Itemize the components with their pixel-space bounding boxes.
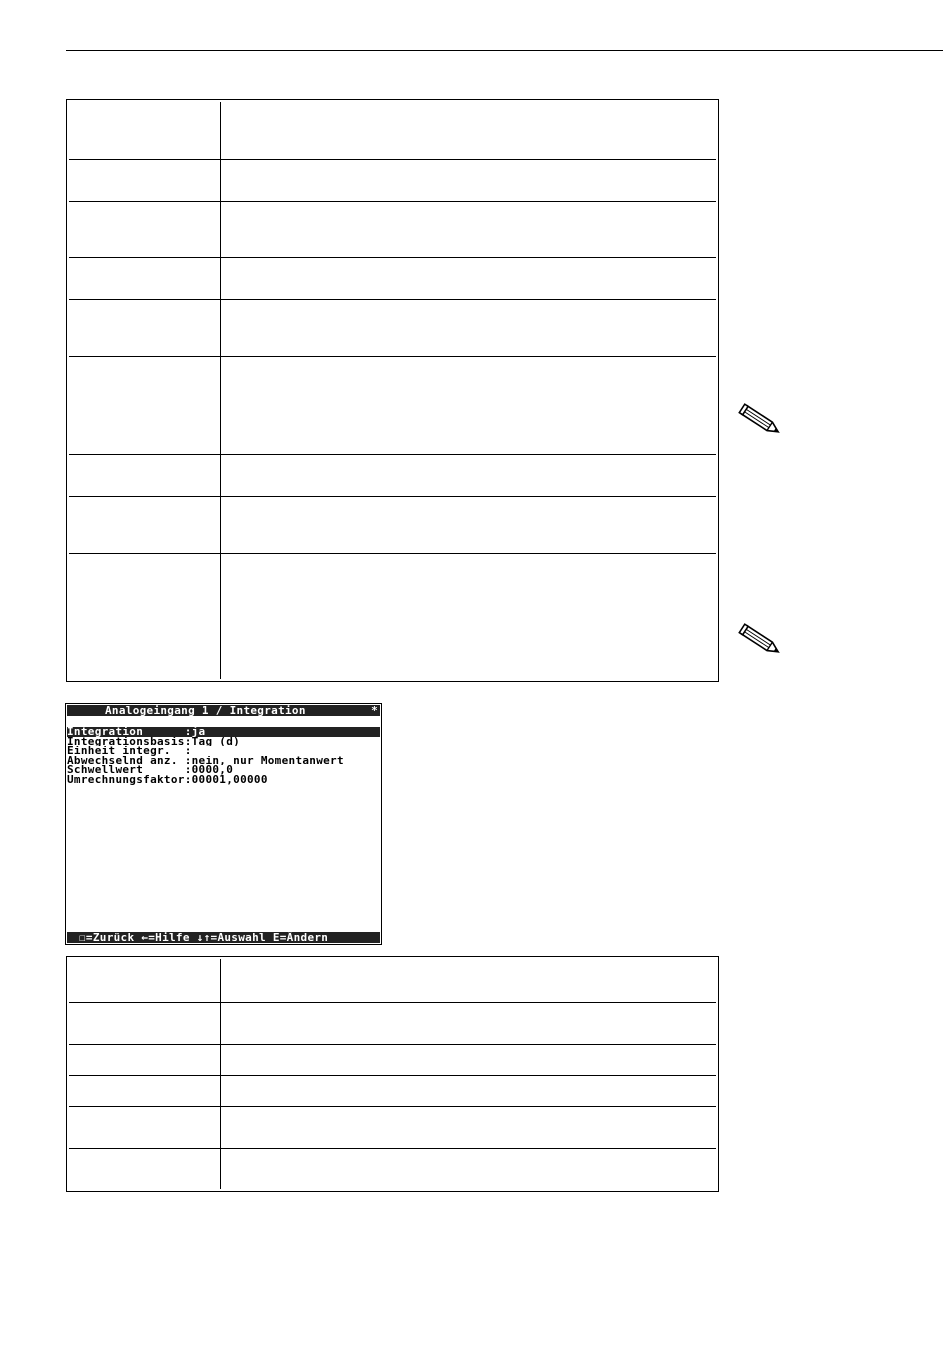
screen-title-bar — [67, 705, 380, 716]
screen-title-marker: * — [371, 705, 378, 716]
parameter-table-top — [66, 99, 719, 682]
screen-menu-list — [67, 727, 380, 785]
table-cell-description — [221, 299, 717, 356]
table-cell-label — [69, 1106, 221, 1148]
table-cell-description — [221, 454, 717, 496]
table-cell-description — [221, 1106, 717, 1148]
menu-row-value: :Tag (d) — [184, 736, 241, 747]
table-cell-label — [69, 1148, 221, 1189]
table-cell-label — [69, 553, 221, 679]
table-cell-description — [221, 1075, 717, 1106]
table-cell-label — [69, 257, 221, 299]
menu-row-label: Integrationsbasis — [67, 736, 185, 747]
menu-row-schwellwert[interactable] — [67, 765, 380, 775]
note-pencil-icon — [737, 403, 789, 441]
menu-row-einheit-integr[interactable] — [67, 746, 380, 756]
table-cell-description — [221, 1044, 717, 1075]
table-cell-description — [221, 102, 717, 159]
menu-row-umrechnungsfaktor[interactable] — [67, 775, 380, 785]
menu-row-label: Integration — [67, 727, 185, 737]
page-header-rule — [66, 50, 943, 51]
table-cell-description — [221, 959, 717, 1002]
menu-row-value: :0000,0 — [184, 765, 234, 775]
menu-row-label: Einheit integr. — [67, 746, 185, 756]
parameter-table-bottom — [66, 956, 719, 1192]
menu-row-value: : — [184, 746, 192, 756]
table-cell-label — [69, 356, 221, 454]
table-cell-label — [69, 299, 221, 356]
table-cell-description — [221, 201, 717, 257]
menu-row-label: Umrechnungsfaktor — [67, 774, 185, 785]
table-cell-label — [69, 1075, 221, 1106]
table-cell-label — [69, 454, 221, 496]
menu-row-value: :00001,00000 — [184, 774, 268, 785]
menu-row-integration[interactable] — [67, 727, 380, 737]
table-cell-description — [221, 553, 717, 679]
table-cell-description — [221, 1148, 717, 1189]
device-screen — [65, 703, 382, 945]
menu-row-value: :nein, nur Momentanwert — [184, 755, 344, 766]
screen-title: Analogeingang 1 / Integration — [105, 705, 306, 716]
menu-row-label: Abwechselnd anz. — [67, 755, 185, 766]
key-hint-text: ☐=Zurück ←=Hilfe ↓↑=Auswahl E=Ändern — [79, 932, 329, 943]
table-cell-label — [69, 959, 221, 1002]
table-cell-label — [69, 159, 221, 201]
table-cell-label — [69, 201, 221, 257]
note-pencil-icon — [737, 623, 789, 661]
menu-row-integrationsbasis[interactable] — [67, 737, 380, 747]
menu-row-abwechselnd-anz[interactable] — [67, 756, 380, 766]
menu-row-label: Schwellwert — [67, 765, 185, 775]
table-cell-description — [221, 496, 717, 553]
table-cell-description — [221, 257, 717, 299]
table-cell-description — [221, 1002, 717, 1044]
screen-key-hint-bar — [67, 932, 380, 943]
table-cell-label — [69, 1002, 221, 1044]
menu-row-value: :ja — [184, 727, 206, 737]
table-cell-description — [221, 159, 717, 201]
table-cell-label — [69, 102, 221, 159]
table-cell-label — [69, 496, 221, 553]
table-cell-description — [221, 356, 717, 454]
table-cell-label — [69, 1044, 221, 1075]
